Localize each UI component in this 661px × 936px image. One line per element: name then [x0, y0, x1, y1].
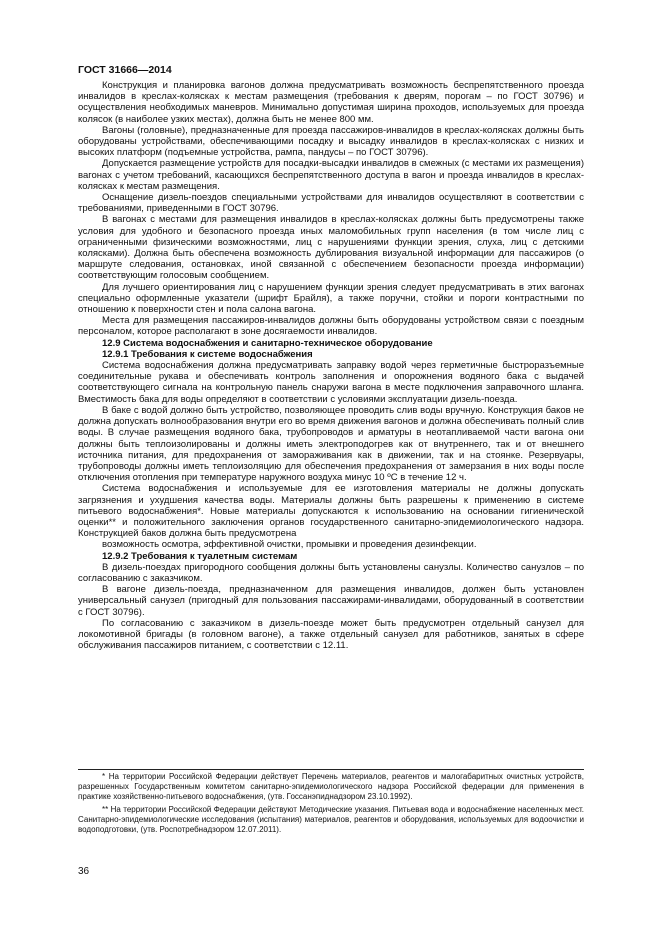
subsection-heading: 12.9.2 Требования к туалетным системам — [102, 550, 298, 562]
paragraph: По согласованию с заказчиком в дизель-поезде может быть предусмотрен отдельный санузел для локомотивной бригады (в головном вагоне), а также отдельный санузел для работников, занятых в сфере обслуживания пассажиров питанием, с соответствии с 12.11. — [78, 617, 584, 652]
paragraph: Конструкция и планировка вагонов должна предусматривать возможность беспрепятственного проезда инвалидов в креслах-колясках к местам размещения (требования к дверям, порогам – по ГОСТ 30796) и осуществления необходимых маневров. Минимально допустимая ширина проходов, используемых для проезда колясок (в наиболее узких местах), должна быть не менее 800 мм. — [78, 80, 584, 125]
paragraph: Оснащение дизель-поездов специальными устройствами для инвалидов осуществляют в соответствии с требованиями, приведенными в ГОСТ 30796. — [78, 192, 584, 215]
paragraph: Допускается размещение устройств для посадки-высадки инвалидов в смежных (с местами их размещения) вагонах с учетом требований, касающихся беспрепятственного доступа в вагон и проезда инвалидов в креслах-колясках к местам размещения. — [78, 158, 584, 192]
subsection-heading: 12.9.1 Требования к системе водоснабжения — [102, 348, 313, 360]
paragraph: Вагоны (головные), предназначенные для проезда пассажиров-инвалидов в креслах-колясках должны быть оборудованы устройствами, обеспечивающими посадку и высадку инвалидов в креслах-колясках с низких и высоких платформ (подъемные устройства, рампа, пандусы – по ГОСТ 30796). — [78, 124, 584, 159]
section-heading: 12.9 Система водоснабжения и санитарно-техническое оборудование — [102, 337, 433, 349]
footnote-divider — [78, 769, 584, 770]
footnote: * На территории Российской Федерации действует Перечень материалов, реагентов и малогабаритных очистных устройств, разрешенных Государственным комитетом санитарно-эпидемиологического надзора Российской федерации для применения в практике хозяйственно-питьевого водоснабжения, (утв. Госсанэпиднадзором 23.10.1992). — [78, 772, 584, 801]
footnotes — [78, 772, 584, 838]
paragraph: В дизель-поездах пригородного сообщения должны быть установлены санузлы. Количество санузлов – по согласованию с заказчиком. — [78, 561, 584, 584]
footnote: ** На территории Российской Федерации действуют Методические указания. Питьевая вода и водоснабжение населенных мест. Санитарно-эпидемиологические исследования (испытания) материалов, реагентов и оборудования, используемых для водоочистки и водоподготовки, (утв. Роспотребнадзором 12.07.2011). — [78, 805, 584, 834]
paragraph: Для лучшего ориентирования лиц с нарушением функции зрения следует предусматривать в этих вагонах специально оформленные указатели (шрифт Брайля), а также поручни, стойки и пороги контрастными по отношению к поверхности стен и пола салона вагона. — [78, 281, 584, 316]
paragraph: В вагонах с местами для размещения инвалидов в креслах-колясках должны быть предусмотрены также условия для удобного и безопасного проезда иных маломобильных групп населения (в том числе лиц с ограниченными физическими возможностями, лиц с нарушениями функции зрения, слуха, лиц с детскими колясками). Должна быть обеспечена возможность дублирования визуальной информации для пассажиров (о маршруте следования, остановках, иной связанной с обеспечением безопасности проезда информации) соответствующим голосовым сообщением. — [78, 214, 584, 282]
document-header: ГОСТ 31666—2014 — [78, 64, 172, 76]
paragraph: В вагоне дизель-поезда, предназначенном для размещения инвалидов, должен быть установлен универсальный санузел (пригодный для пользования пассажирами-инвалидами, оборудованный в соответствии с ГОСТ 30796). — [78, 584, 584, 618]
paragraph: возможность осмотра, эффективной очистки, промывки и проведения дезинфекции. — [102, 539, 477, 551]
page-number: 36 — [78, 866, 90, 877]
body-text — [78, 80, 584, 651]
paragraph: Система водоснабжения и используемые для ее изготовления материалы не должны допускать загрязнения и ухудшения качества воды. Материалы должны быть разрешены к применению в системе питьевого водоснабжения*. Новые материалы допускаются к использованию на основании гигиенической оценки** и положительного заключения органов государственного санитарно-эпидемиологического надзора. Конструкцией баков должна быть предусмотрена — [78, 483, 584, 540]
paragraph: Система водоснабжения должна предусматривать заправку водой через герметичные быстроразъемные соединительные рукава и обеспечивать контроль заполнения и опорожнения водяного бака с выдачей соответствующего сигнала на контрольную панель снаружи вагона в месте подключения заправочного шланга. Вместимость бака для воды определяют в соответствии с условиями эксплуатации дизель-поезда. — [78, 360, 584, 405]
paragraph: Места для размещения пассажиров-инвалидов должны быть оборудованы устройством связи с поездным персоналом, которое располагают в зоне досягаемости инвалидов. — [78, 315, 584, 338]
paragraph: В баке с водой должно быть устройство, позволяющее проводить слив воды вручную. Конструкция баков не должна допускать волнообразования внутри его во время движения вагонов и должна обеспечивать полный слив воды. В случае размещения водяного бака, трубопроводов и арматуры в неотапливаемой части вагона они должны быть теплоизолированы и должны иметь электроподогрев как от внутреннего, так и от внешнего источника питания, для предохранения от замораживания как в движении, так и на стоянке. Резервуары, трубопроводы должны иметь теплоизоляцию для обеспечения предохранения от замерзания в них воды после отключения отопления при температуре наружного воздуха минус 10 ºС в течение 12 ч. — [78, 404, 584, 484]
